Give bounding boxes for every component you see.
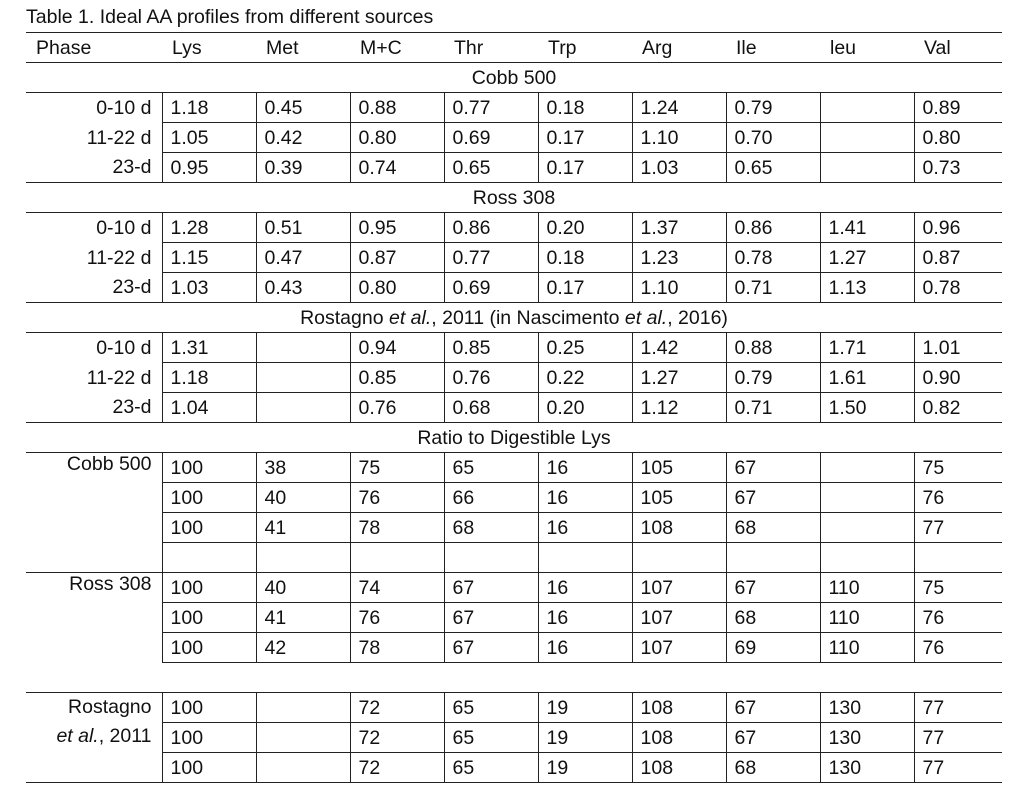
value-cell: 0.45	[256, 93, 350, 123]
empty-cell	[256, 543, 350, 573]
value-cell: 130	[820, 723, 914, 753]
value-cell: 16	[538, 483, 632, 513]
value-cell: 100	[162, 753, 256, 783]
group-label-blank	[26, 483, 162, 513]
table-row	[26, 363, 1002, 393]
value-cell: 1.18	[162, 363, 256, 393]
value-cell: 16	[538, 453, 632, 483]
value-cell	[256, 753, 350, 783]
header-row	[26, 33, 1002, 63]
phase-cell: 11-22 d	[86, 126, 152, 149]
value-cell: 0.95	[350, 213, 444, 243]
group-label-blank	[26, 603, 162, 633]
value-cell: 0.76	[444, 363, 538, 393]
value-cell: 1.23	[632, 243, 726, 273]
empty-cell	[726, 543, 820, 573]
table-row	[26, 333, 1002, 363]
title-part-italic: et al.	[388, 306, 432, 329]
value-cell: 0.80	[350, 273, 444, 303]
value-cell: 0.78	[726, 243, 820, 273]
table-row	[26, 633, 1002, 663]
value-cell: 42	[256, 633, 350, 663]
value-cell: 0.18	[538, 243, 632, 273]
value-cell: 72	[350, 693, 444, 723]
table-caption: Table 1. Ideal AA profiles from different sources	[26, 6, 434, 28]
value-cell: 76	[914, 633, 1002, 663]
empty-cell	[726, 663, 820, 693]
empty-cell	[256, 663, 350, 693]
value-cell: 1.10	[632, 273, 726, 303]
value-cell: 0.96	[914, 213, 1002, 243]
value-cell: 77	[914, 753, 1002, 783]
value-cell: 100	[162, 633, 256, 663]
value-cell: 107	[632, 603, 726, 633]
value-cell: 76	[350, 603, 444, 633]
value-cell: 68	[444, 513, 538, 543]
table-row	[26, 513, 1002, 543]
value-cell: 1.05	[162, 123, 256, 153]
empty-cell	[26, 663, 162, 693]
value-cell: 108	[632, 723, 726, 753]
column-header: Trp	[538, 33, 632, 63]
value-cell: 72	[350, 723, 444, 753]
value-cell: 110	[820, 633, 914, 663]
value-cell: 16	[538, 513, 632, 543]
value-cell: 0.77	[444, 243, 538, 273]
value-cell: 65	[444, 693, 538, 723]
value-cell: 74	[350, 573, 444, 603]
value-cell: 67	[726, 573, 820, 603]
value-cell: 0.86	[444, 213, 538, 243]
value-cell: 75	[914, 573, 1002, 603]
value-cell: 76	[914, 483, 1002, 513]
value-cell: 0.17	[538, 153, 632, 183]
value-cell: 1.31	[162, 333, 256, 363]
table-row	[26, 93, 1002, 123]
value-cell: 1.04	[162, 393, 256, 423]
value-cell: 0.82	[914, 393, 1002, 423]
empty-cell	[820, 663, 914, 693]
table-row	[26, 393, 1002, 423]
value-cell: 19	[538, 693, 632, 723]
value-cell: 65	[444, 753, 538, 783]
value-cell: 75	[350, 453, 444, 483]
value-cell: 75	[914, 453, 1002, 483]
value-cell: 77	[914, 723, 1002, 753]
empty-cell	[350, 663, 444, 693]
value-cell: 0.87	[914, 243, 1002, 273]
title-part: Rostagno	[300, 306, 389, 329]
spacer-row	[26, 543, 1002, 573]
value-cell	[820, 483, 914, 513]
group-label-blank	[26, 513, 162, 543]
value-cell: 1.01	[914, 333, 1002, 363]
value-cell: 1.24	[632, 93, 726, 123]
section-title-ross-308: Ross 308	[26, 183, 1002, 213]
value-cell: 68	[726, 513, 820, 543]
value-cell: 67	[726, 723, 820, 753]
phase-cell: 11-22 d	[86, 246, 152, 269]
column-header: M+C	[350, 33, 444, 63]
table-row	[26, 693, 1002, 723]
value-cell: 1.27	[632, 363, 726, 393]
table-row	[26, 483, 1002, 513]
value-cell	[256, 363, 350, 393]
value-cell: 0.80	[350, 123, 444, 153]
value-cell: 16	[538, 633, 632, 663]
value-cell: 1.18	[162, 93, 256, 123]
value-cell: 0.51	[256, 213, 350, 243]
value-cell: 0.86	[726, 213, 820, 243]
value-cell: 65	[444, 453, 538, 483]
value-cell: 0.80	[914, 123, 1002, 153]
value-cell: 19	[538, 753, 632, 783]
value-cell: 0.90	[914, 363, 1002, 393]
value-cell: 105	[632, 453, 726, 483]
value-cell: 0.77	[444, 93, 538, 123]
table-row	[26, 153, 1002, 183]
value-cell: 66	[444, 483, 538, 513]
phase-cell: 0-10 d	[96, 96, 152, 119]
value-cell: 0.76	[350, 393, 444, 423]
title-part: , 2016)	[667, 306, 728, 329]
value-cell	[820, 153, 914, 183]
section-title-row	[26, 63, 1002, 93]
value-cell: 1.50	[820, 393, 914, 423]
title-part: , 2011 (in Nascimento	[431, 306, 625, 329]
column-header: Ile	[726, 33, 820, 63]
phase-cell: 11-22 d	[86, 366, 152, 389]
value-cell: 0.69	[444, 123, 538, 153]
section-title-rostagno	[26, 303, 1002, 333]
empty-cell	[914, 663, 1002, 693]
table-row	[26, 213, 1002, 243]
group-label-rostagno	[26, 693, 162, 783]
value-cell: 0.20	[538, 393, 632, 423]
section-title-row	[26, 303, 1002, 333]
value-cell: 107	[632, 633, 726, 663]
value-cell: 69	[726, 633, 820, 663]
value-cell: 76	[914, 603, 1002, 633]
value-cell: 41	[256, 513, 350, 543]
value-cell: 40	[256, 483, 350, 513]
table-row	[26, 273, 1002, 303]
table-row	[26, 603, 1002, 633]
empty-cell	[162, 663, 256, 693]
group-label-line: Rostagno	[68, 696, 152, 718]
value-cell: 108	[632, 693, 726, 723]
value-cell: 67	[444, 603, 538, 633]
value-cell: 108	[632, 513, 726, 543]
value-cell: 1.03	[162, 273, 256, 303]
spacer-row	[26, 663, 1002, 693]
value-cell: 1.10	[632, 123, 726, 153]
value-cell: 100	[162, 723, 256, 753]
value-cell: 0.47	[256, 243, 350, 273]
value-cell: 0.17	[538, 123, 632, 153]
value-cell: 19	[538, 723, 632, 753]
value-cell: 1.03	[632, 153, 726, 183]
value-cell: 100	[162, 513, 256, 543]
phase-cell: 0-10 d	[96, 336, 152, 359]
value-cell: 1.41	[820, 213, 914, 243]
value-cell: 65	[444, 723, 538, 753]
value-cell: 108	[632, 753, 726, 783]
table-row	[26, 723, 1002, 753]
table-row	[26, 753, 1002, 783]
table-row	[26, 243, 1002, 273]
value-cell: 0.70	[726, 123, 820, 153]
value-cell: 1.13	[820, 273, 914, 303]
value-cell: 0.87	[350, 243, 444, 273]
title-part-italic: et al.	[624, 306, 668, 329]
value-cell: 16	[538, 603, 632, 633]
value-cell: 110	[820, 573, 914, 603]
value-cell: 130	[820, 753, 914, 783]
value-cell: 76	[350, 483, 444, 513]
value-cell: 0.94	[350, 333, 444, 363]
value-cell: 72	[350, 753, 444, 783]
value-cell: 0.85	[444, 333, 538, 363]
value-cell: 100	[162, 693, 256, 723]
empty-cell	[444, 543, 538, 573]
value-cell: 41	[256, 603, 350, 633]
value-cell: 0.20	[538, 213, 632, 243]
amino-acid-profile-table	[26, 32, 1002, 783]
value-cell: 77	[914, 693, 1002, 723]
value-cell	[256, 693, 350, 723]
value-cell	[820, 453, 914, 483]
value-cell: 67	[726, 693, 820, 723]
group-label-blank	[26, 633, 162, 663]
value-cell: 78	[350, 633, 444, 663]
value-cell: 0.65	[444, 153, 538, 183]
empty-cell	[538, 663, 632, 693]
value-cell: 1.27	[820, 243, 914, 273]
value-cell: 0.89	[914, 93, 1002, 123]
value-cell: 0.18	[538, 93, 632, 123]
section-title-row	[26, 183, 1002, 213]
value-cell: 77	[914, 513, 1002, 543]
value-cell: 67	[444, 573, 538, 603]
value-cell	[256, 723, 350, 753]
value-cell: 0.74	[350, 153, 444, 183]
column-header: leu	[820, 33, 914, 63]
table-row	[26, 573, 1002, 603]
value-cell: 78	[350, 513, 444, 543]
value-cell: 67	[726, 483, 820, 513]
empty-cell	[632, 663, 726, 693]
value-cell: 130	[820, 693, 914, 723]
group-label-ross-308: Ross 308	[69, 573, 152, 595]
column-header: Thr	[444, 33, 538, 63]
value-cell	[256, 333, 350, 363]
value-cell: 0.65	[726, 153, 820, 183]
column-header: Met	[256, 33, 350, 63]
value-cell: 1.15	[162, 243, 256, 273]
phase-cell: 23-d	[26, 273, 162, 303]
value-cell: 67	[444, 633, 538, 663]
group-label-italic: et al.	[56, 725, 99, 747]
value-cell: 40	[256, 573, 350, 603]
value-cell	[820, 513, 914, 543]
value-cell: 1.12	[632, 393, 726, 423]
value-cell	[256, 393, 350, 423]
empty-cell	[820, 543, 914, 573]
value-cell: 0.69	[444, 273, 538, 303]
value-cell: 68	[726, 753, 820, 783]
value-cell: 0.85	[350, 363, 444, 393]
value-cell: 1.28	[162, 213, 256, 243]
value-cell: 0.43	[256, 273, 350, 303]
value-cell: 0.95	[162, 153, 256, 183]
value-cell: 38	[256, 453, 350, 483]
empty-cell	[26, 543, 162, 573]
empty-cell	[632, 543, 726, 573]
value-cell: 0.88	[350, 93, 444, 123]
empty-cell	[350, 543, 444, 573]
empty-cell	[444, 663, 538, 693]
value-cell	[820, 123, 914, 153]
value-cell: 1.42	[632, 333, 726, 363]
column-header: Phase	[26, 33, 162, 63]
value-cell: 67	[726, 453, 820, 483]
group-label-line	[34, 722, 152, 751]
phase-cell: 0-10 d	[96, 216, 152, 239]
value-cell: 0.42	[256, 123, 350, 153]
value-cell: 0.71	[726, 273, 820, 303]
value-cell: 105	[632, 483, 726, 513]
column-header: Val	[914, 33, 1002, 63]
value-cell: 0.79	[726, 363, 820, 393]
value-cell	[820, 93, 914, 123]
empty-cell	[914, 543, 1002, 573]
value-cell: 0.25	[538, 333, 632, 363]
value-cell: 0.17	[538, 273, 632, 303]
value-cell: 0.73	[914, 153, 1002, 183]
value-cell: 0.68	[444, 393, 538, 423]
table-row	[26, 453, 1002, 483]
value-cell: 0.39	[256, 153, 350, 183]
column-header: Lys	[162, 33, 256, 63]
value-cell: 0.78	[914, 273, 1002, 303]
empty-cell	[162, 543, 256, 573]
value-cell: 100	[162, 603, 256, 633]
group-label-year: , 2011	[98, 725, 152, 747]
value-cell: 107	[632, 573, 726, 603]
value-cell: 0.71	[726, 393, 820, 423]
value-cell: 0.88	[726, 333, 820, 363]
value-cell: 0.79	[726, 93, 820, 123]
section-title-row	[26, 423, 1002, 453]
section-title-cobb-500: Cobb 500	[26, 63, 1002, 93]
group-label-cobb-500: Cobb 500	[66, 453, 152, 475]
empty-cell	[538, 543, 632, 573]
value-cell: 68	[726, 603, 820, 633]
phase-cell: 23-d	[26, 153, 162, 183]
value-cell: 100	[162, 573, 256, 603]
value-cell: 100	[162, 483, 256, 513]
value-cell: 0.22	[538, 363, 632, 393]
value-cell: 1.37	[632, 213, 726, 243]
section-title-ratio: Ratio to Digestible Lys	[26, 423, 1002, 453]
value-cell: 1.61	[820, 363, 914, 393]
value-cell: 110	[820, 603, 914, 633]
phase-cell: 23-d	[26, 393, 162, 423]
value-cell: 16	[538, 573, 632, 603]
column-header: Arg	[632, 33, 726, 63]
table-row	[26, 123, 1002, 153]
value-cell: 100	[162, 453, 256, 483]
value-cell: 1.71	[820, 333, 914, 363]
